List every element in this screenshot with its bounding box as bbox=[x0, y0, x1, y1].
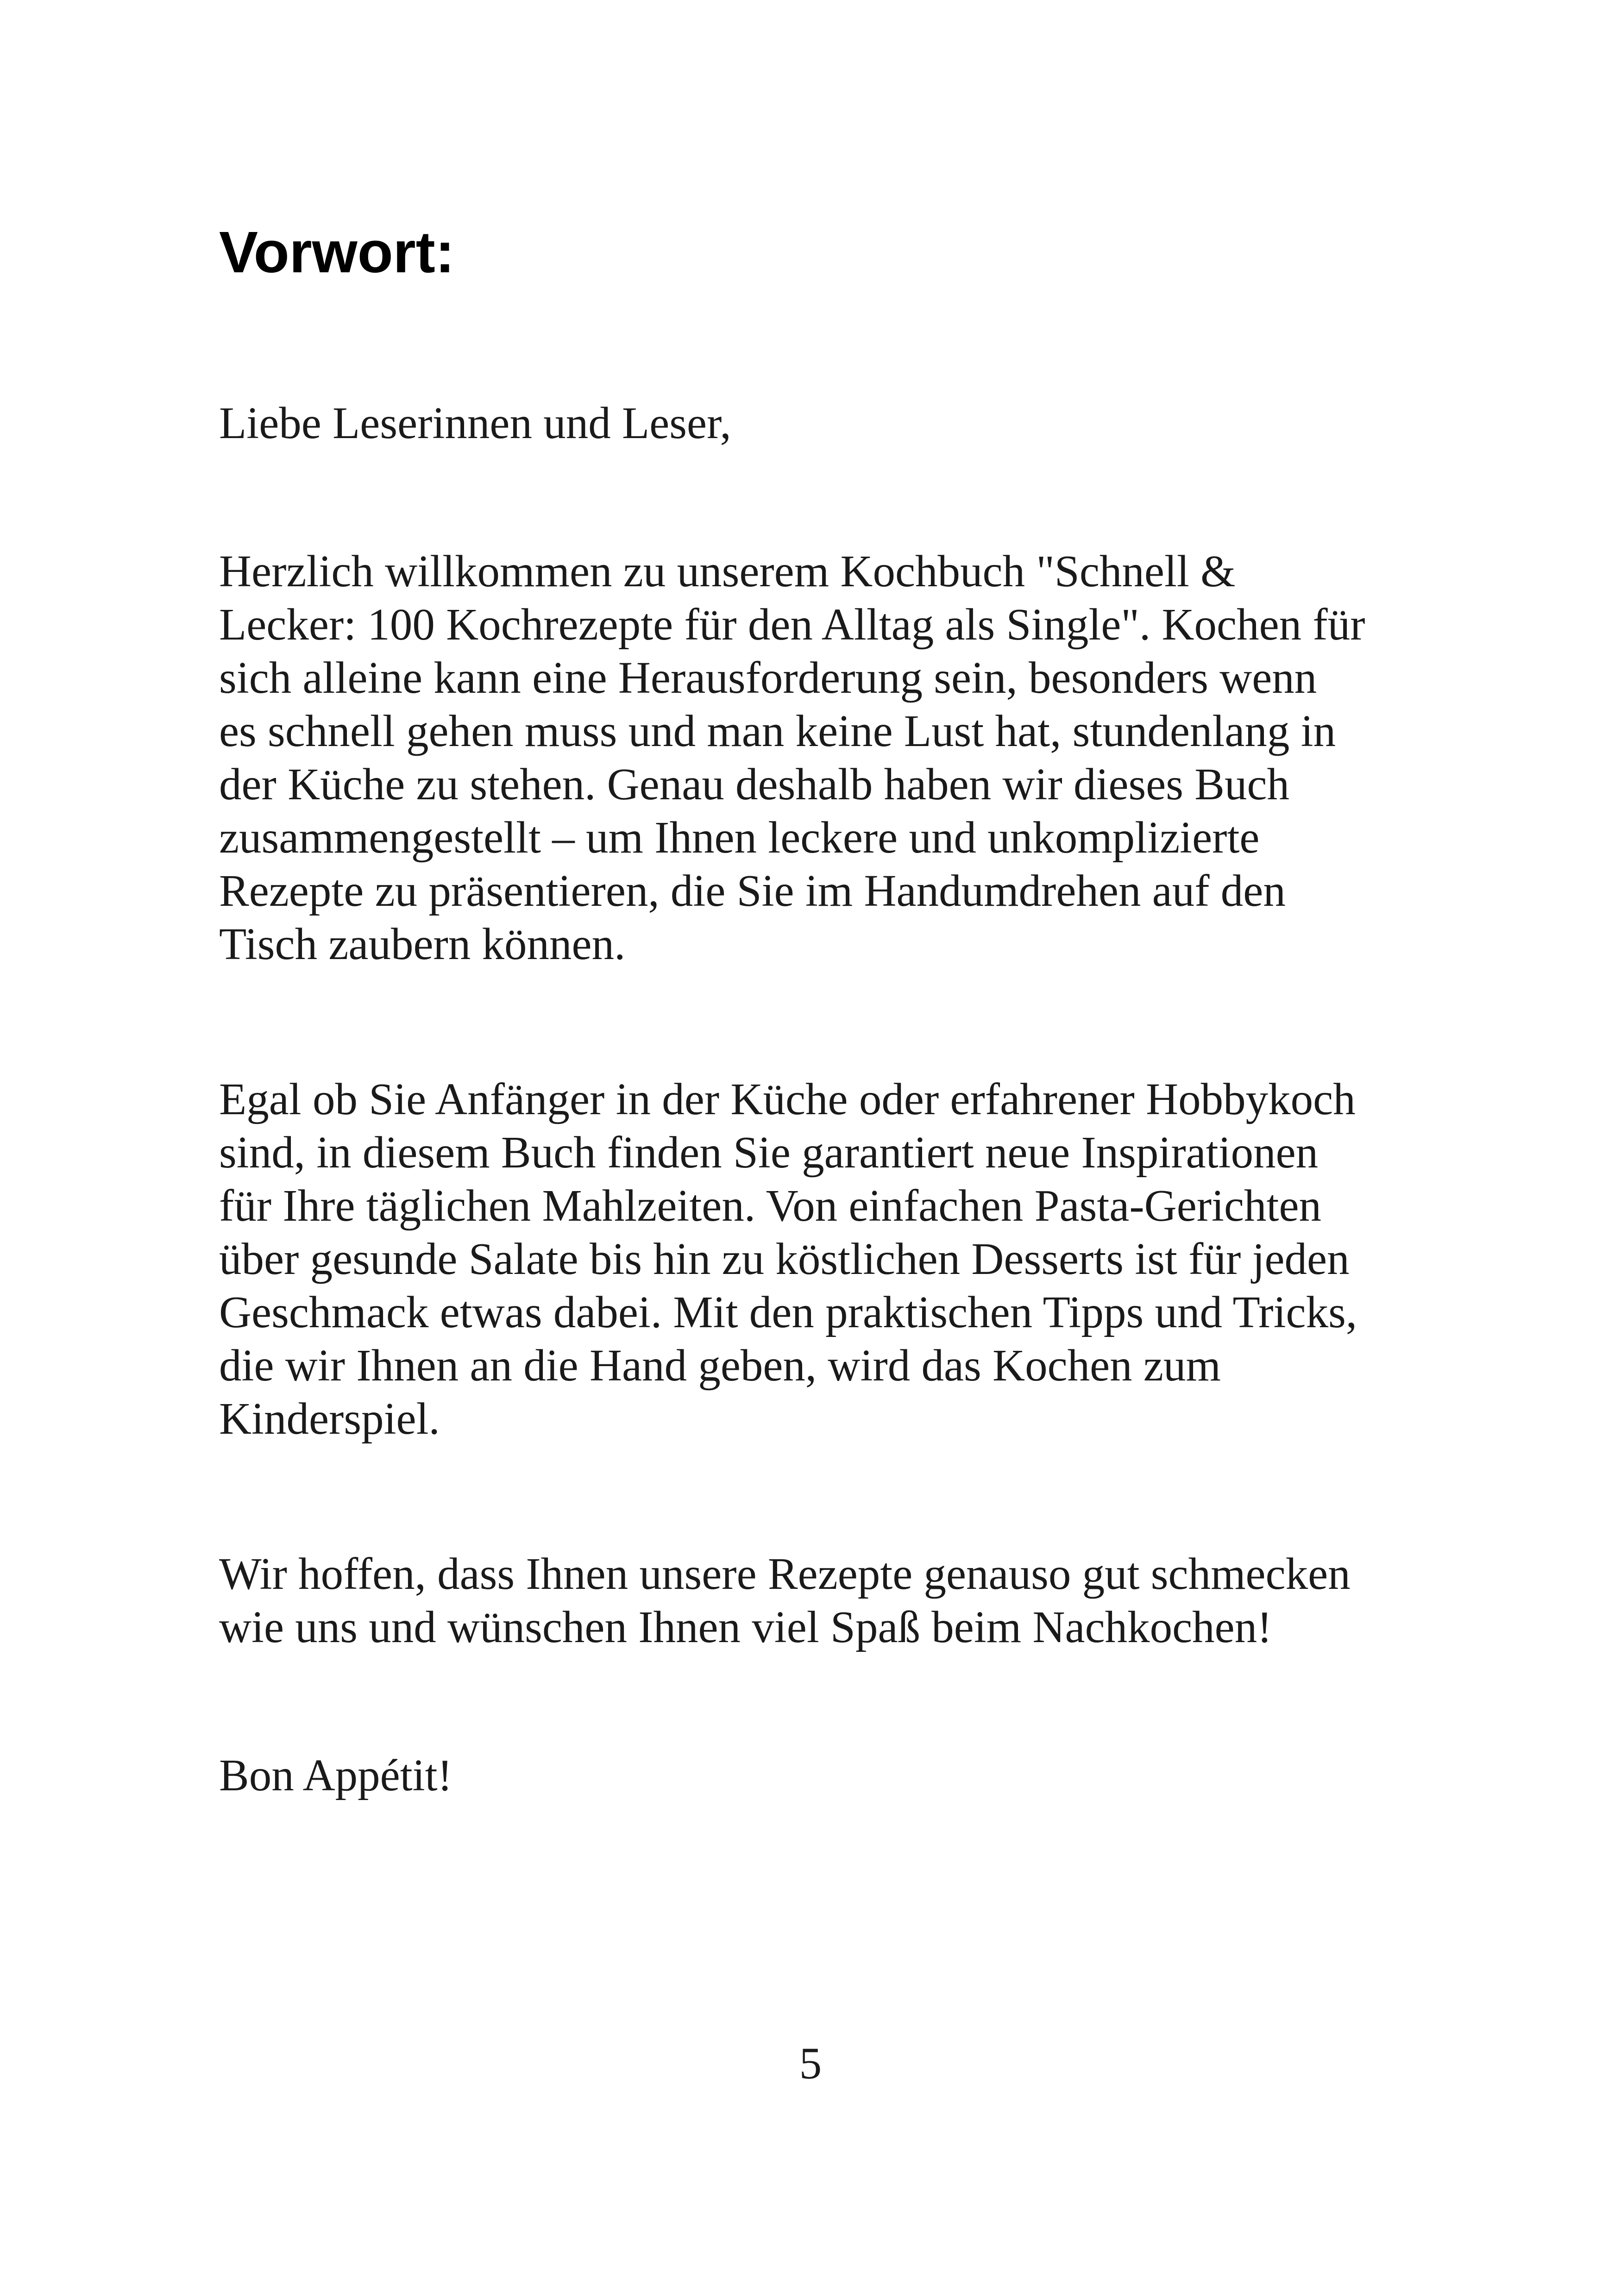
paragraph-line: Geschmack etwas dabei. Mit den praktischen Tipps und Tricks, bbox=[219, 1287, 1357, 1337]
paragraph-line: Kinderspiel. bbox=[219, 1394, 440, 1443]
paragraph-line: Lecker: 100 Kochrezepte für den Alltag als Single". Kochen für bbox=[219, 600, 1365, 649]
page-number: 5 bbox=[799, 2039, 822, 2088]
paragraph-line: zusammengestellt – um Ihnen leckere und unkomplizierte bbox=[219, 813, 1260, 862]
paragraph-line: wie uns und wünschen Ihnen viel Spaß beim Nachkochen! bbox=[219, 1602, 1272, 1652]
paragraph-line: Tisch zaubern können. bbox=[219, 919, 626, 969]
salutation: Liebe Leserinnen und Leser, bbox=[219, 398, 731, 448]
paragraph-line: Wir hoffen, dass Ihnen unsere Rezepte genauso gut schmecken bbox=[219, 1549, 1351, 1599]
paragraph-line: Herzlich willkommen zu unserem Kochbuch "Schnell & bbox=[219, 546, 1236, 596]
paragraph-line: für Ihre täglichen Mahlzeiten. Von einfachen Pasta-Gerichten bbox=[219, 1181, 1322, 1230]
paragraph-line: Egal ob Sie Anfänger in der Küche oder erfahrener Hobbykoch bbox=[219, 1074, 1356, 1124]
paragraph-line: sind, in diesem Buch finden Sie garantiert neue Inspirationen bbox=[219, 1128, 1319, 1177]
paragraph-line: Rezepte zu präsentieren, die Sie im Handumdrehen auf den bbox=[219, 866, 1286, 916]
paragraph-line: sich alleine kann eine Herausforderung sein, besonders wenn bbox=[219, 653, 1317, 703]
paragraph-line: es schnell gehen muss und man keine Lust hat, stundenlang in bbox=[219, 706, 1336, 756]
paragraph-line: der Küche zu stehen. Genau deshalb haben wir dieses Buch bbox=[219, 759, 1290, 809]
paragraph-line: die wir Ihnen an die Hand geben, wird das Kochen zum bbox=[219, 1341, 1221, 1390]
closing: Bon Appétit! bbox=[219, 1750, 452, 1800]
paragraph-line: über gesunde Salate bis hin zu köstlichen Desserts ist für jeden bbox=[219, 1234, 1350, 1284]
page-title: Vorwort: bbox=[219, 220, 455, 285]
